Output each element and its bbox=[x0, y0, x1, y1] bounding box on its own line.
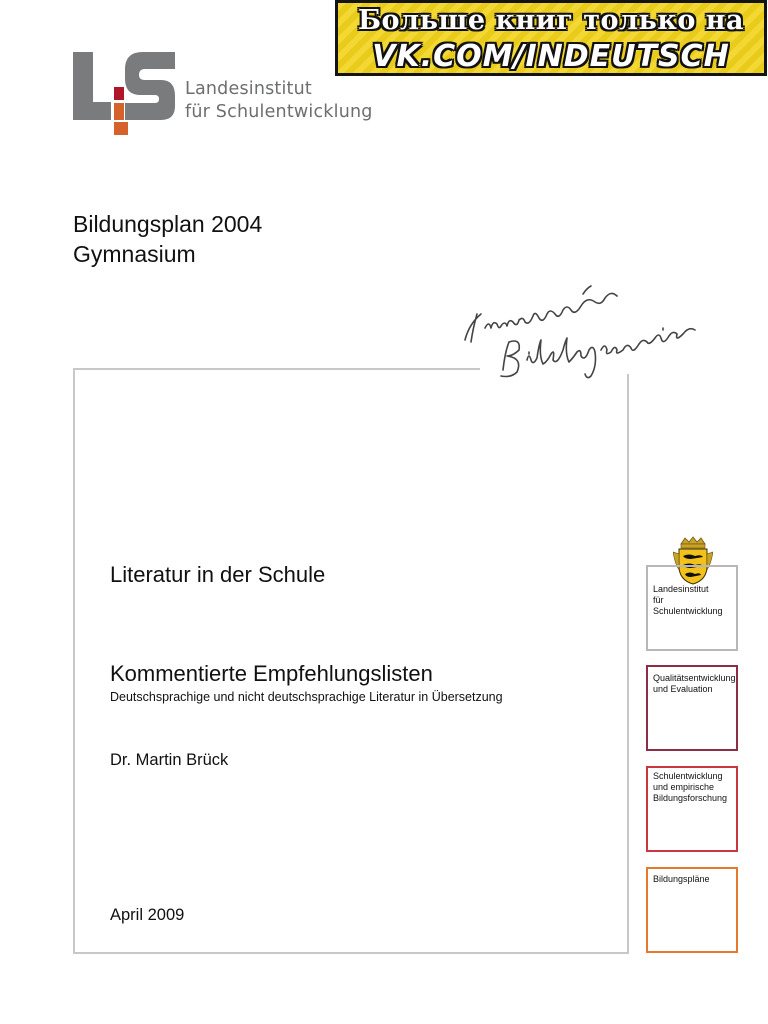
sidebar-box-text: Bildungspläne bbox=[653, 874, 710, 884]
logo-name bbox=[185, 78, 373, 124]
sidebar-box-qualitaet bbox=[646, 665, 738, 751]
plan-title-line2: Gymnasium bbox=[73, 241, 196, 267]
author-name: Dr. Martin Brück bbox=[110, 751, 229, 769]
plan-title bbox=[73, 209, 262, 269]
logo-name-line1: Landesinstitut bbox=[185, 79, 312, 99]
document-title: Literatur in der Schule bbox=[110, 562, 326, 587]
sidebar-box-text: für Schulentwicklung bbox=[653, 595, 723, 616]
sidebar-box-text: Landesinstitut bbox=[653, 584, 709, 594]
publication-date: April 2009 bbox=[110, 906, 185, 924]
banner-line1: Больше книг только на bbox=[357, 5, 745, 36]
sidebar-box-text: und Evaluation bbox=[653, 684, 713, 694]
sidebar-box-landesinstitut bbox=[646, 565, 738, 651]
list-subheading: Deutschsprachige und nicht deutschsprachige Literatur in Übersetzung bbox=[110, 690, 503, 704]
slogan-handwriting-icon bbox=[455, 280, 715, 385]
list-heading: Kommentierte Empfehlungslisten bbox=[110, 661, 433, 686]
sidebar-box-text: Bildungsforschung bbox=[653, 793, 728, 803]
logo-name-line2: für Schulentwicklung bbox=[185, 102, 373, 122]
sidebar-box-text: Schulentwicklung bbox=[653, 771, 723, 781]
plan-title-line1: Bildungsplan 2004 bbox=[73, 211, 263, 237]
sidebar-box-schulentwicklung bbox=[646, 766, 738, 852]
sidebar-box-text: Qualitätsentwicklung bbox=[653, 673, 736, 683]
sidebar-box-text: und empirische bbox=[653, 782, 715, 792]
ls-logo-icon bbox=[73, 52, 183, 137]
promo-banner bbox=[335, 0, 767, 76]
banner-line2: VK.COM/INDEUTSCH bbox=[372, 39, 730, 73]
sidebar-box-bildungsplaene bbox=[646, 867, 738, 953]
